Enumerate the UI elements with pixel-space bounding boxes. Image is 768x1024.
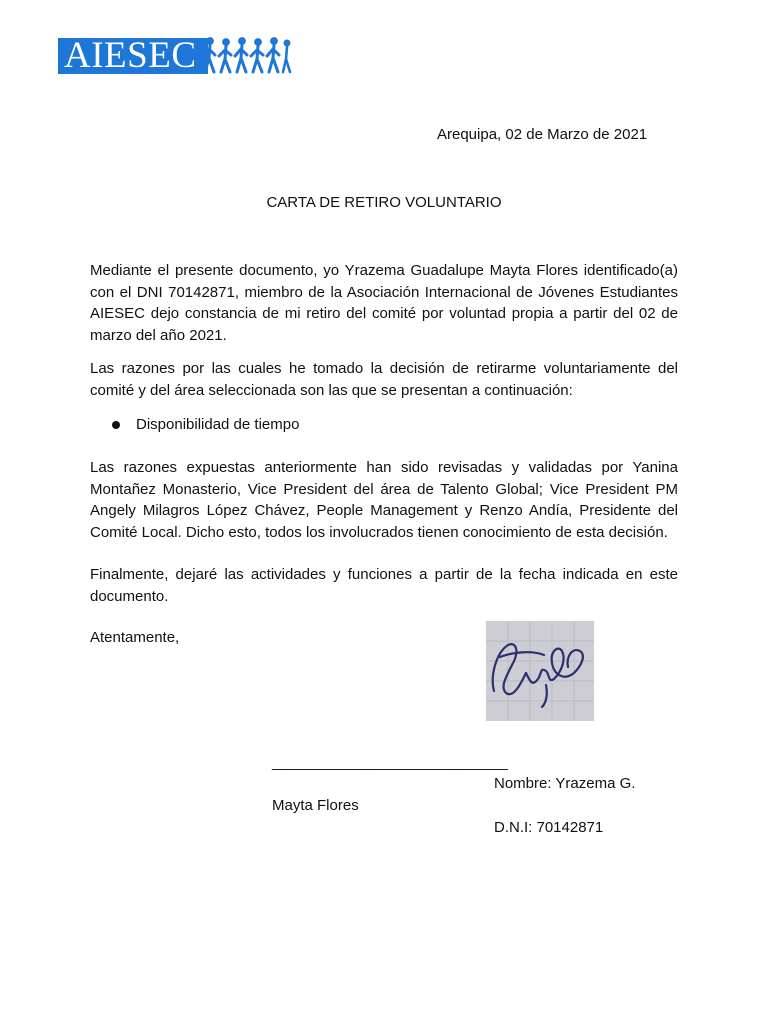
paragraph-final: Finalmente, dejaré las actividades y funciones a partir de la fecha indicada en este documento. [90,566,678,605]
closing-text: Atentamente, [90,629,180,646]
paragraph-intro: Mediante el presente documento, yo Yrazema Guadalupe Mayta Flores identificado(a) con el DNI 70142871, miembro de la Asociación Internacional de Jóvenes Estudiantes AIESEC dejo constancia de mi retiro del comité por voluntad propia a partir del 02 de marzo del año 2021. [90,262,678,344]
signer-name-line-2: Mayta Flores [272,797,359,814]
paragraph-reasons: Las razones por las cuales he tomado la decisión de retirarme voluntariamente del comité y del área seleccionada son las que se presentan a continuación: [90,360,678,399]
signer-name-line-1: Nombre: Yrazema G. [494,775,636,792]
logo-text: AIESEC [64,35,197,76]
handwritten-signature [486,621,594,721]
people-figures-icon [200,36,292,76]
signer-dni: D.N.I: 70142871 [494,819,604,836]
bullet-icon [112,421,120,429]
paragraph-validation: Las razones expuestas anteriormente han sido revisadas y validadas por Yanina Montañez Monasterio, Vice President del área de Talento Global; Vice President PM Angely Milagros López Chávez, People Management y Renzo Andía, Presidente del Comité Local. Dicho esto, todos los involucrados tienen conocimiento de esta decisión. [90,459,678,541]
letter-title: CARTA DE RETIRO VOLUNTARIO [266,194,502,211]
aiesec-logo [58,36,290,76]
letter-date: Arequipa, 02 de Marzo de 2021 [437,126,648,143]
signature-line: ________________________________ [272,754,507,771]
reason-text: Disponibilidad de tiempo [136,416,300,433]
